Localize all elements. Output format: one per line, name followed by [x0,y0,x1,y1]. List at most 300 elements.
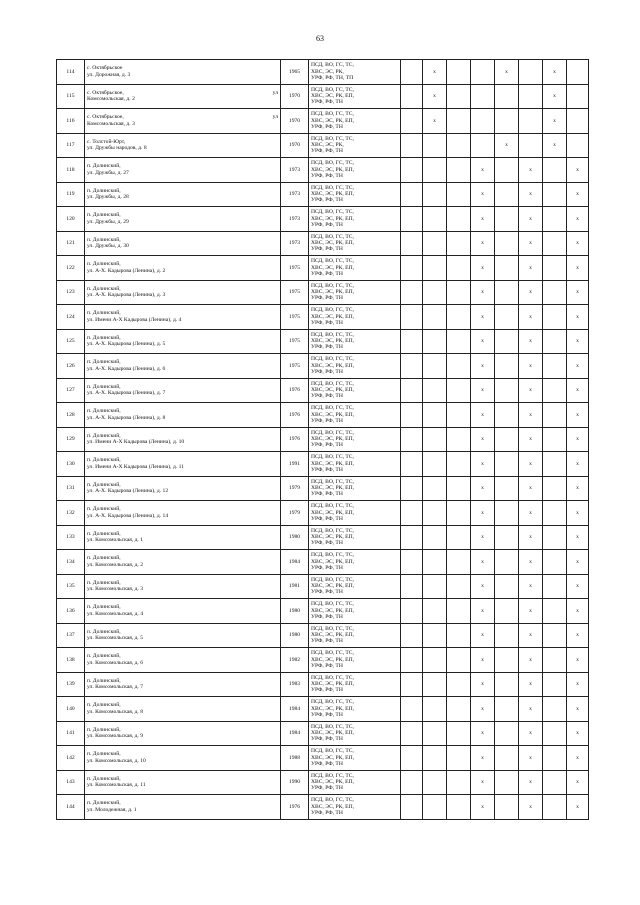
systems-line: УРФ, РФ, ТН [311,760,343,767]
address-cell [85,182,281,207]
systems-line: УРФ, РФ, ТН, ТП [311,74,354,81]
systems-cell [309,550,401,575]
build-year-cell: 1975 [281,305,309,330]
systems-line: УРФ, РФ, ТН [311,99,343,106]
mark-cell: x [519,280,543,305]
mark-cell [543,648,567,673]
systems-cell [309,84,401,109]
table-body [57,60,589,820]
mark-cell [447,133,471,158]
mark-cell: x [423,109,447,134]
systems-line: ПСД, ВО, ГС, ТС, [311,184,354,191]
mark-cell [495,648,519,673]
mark-cell [401,84,423,109]
address-line-2: ул. Комсомольская, д. 6 [87,659,144,666]
mark-cell: x [471,795,495,820]
mark-cell [567,133,589,158]
build-year-cell: 1984 [281,550,309,575]
row-number-cell: 136 [57,599,85,624]
mark-cell: x [471,599,495,624]
mark-cell [447,182,471,207]
address-locality: п. Долинский, [87,555,121,562]
build-year-cell: 1970 [281,84,309,109]
mark-cell [543,770,567,795]
address-cell [85,550,281,575]
mark-cell [495,476,519,501]
mark-cell [495,378,519,403]
address-cell [85,256,281,281]
mark-cell: x [567,574,589,599]
mark-cell [401,452,423,477]
address-street-prefix: ул [272,114,278,121]
mark-cell [447,427,471,452]
systems-line: ПСД, ВО, ГС, ТС, [311,527,354,534]
mark-cell [495,623,519,648]
systems-line: УРФ, РФ, ТН [311,270,343,277]
mark-cell [495,697,519,722]
mark-cell [543,697,567,722]
systems-line: ХВС, ЭС, РК, ЕП, [311,166,355,173]
mark-cell [447,672,471,697]
systems-cell [309,329,401,354]
systems-line: УРФ, РФ, ТН [311,613,343,620]
systems-line: ПСД, ВО, ГС, ТС, [311,772,354,779]
address-line-2: ул. А-Х. Кадырова (Ленина), д. 8 [87,414,166,421]
mark-cell [447,476,471,501]
mark-cell: x [567,378,589,403]
mark-cell [447,403,471,428]
housing-registry-table [56,59,589,820]
mark-cell [543,329,567,354]
mark-cell [447,770,471,795]
address-locality: с. Октябрьское, [87,114,124,121]
mark-cell [543,231,567,256]
mark-cell: x [519,599,543,624]
mark-cell: x [471,427,495,452]
table-row [57,746,589,771]
address-cell [85,672,281,697]
mark-cell: x [471,182,495,207]
systems-line: УРФ, РФ, ТН [311,368,343,375]
mark-cell [401,501,423,526]
systems-cell [309,476,401,501]
systems-line: ПСД, ВО, ГС, ТС, [311,405,354,412]
systems-cell [309,305,401,330]
address-cell [85,452,281,477]
address-cell [85,403,281,428]
row-number-cell: 132 [57,501,85,526]
systems-line: ХВС, ЭС, РК, ЕП, [311,534,355,541]
mark-cell [447,280,471,305]
row-number-cell: 129 [57,427,85,452]
table-row [57,427,589,452]
systems-line: ХВС, ЭС, РК, [311,142,344,149]
build-year-cell: 1982 [281,648,309,673]
systems-line: ХВС, ЭС, РК, ЕП, [311,485,355,492]
row-number-cell: 122 [57,256,85,281]
address-locality: п. Долинский, [87,334,121,341]
mark-cell: x [519,378,543,403]
mark-cell [495,231,519,256]
systems-line: ХВС, ЭС, РК, ЕП, [311,705,355,712]
mark-cell [401,672,423,697]
systems-cell [309,378,401,403]
table-row [57,770,589,795]
systems-cell [309,770,401,795]
row-number-cell: 125 [57,329,85,354]
mark-cell [423,403,447,428]
address-locality: п. Долинский, [87,800,121,807]
systems-line: ПСД, ВО, ГС, ТС, [311,307,354,314]
address-locality: п. Долинский, [87,702,121,709]
address-line-2: ул. Имени А-Х Кадырова (Ленина), д. 4 [87,316,182,323]
mark-cell: x [567,476,589,501]
address-cell [85,574,281,599]
address-cell [85,476,281,501]
address-locality: п. Долинский, [87,187,121,194]
table-row [57,452,589,477]
mark-cell: x [543,60,567,85]
mark-cell: x [471,403,495,428]
build-year-cell: 1976 [281,427,309,452]
systems-line: ХВС, ЭС, РК, ЕП, [311,436,355,443]
mark-cell [543,256,567,281]
table-row [57,550,589,575]
row-number-cell: 139 [57,672,85,697]
systems-cell [309,721,401,746]
systems-line: УРФ, РФ, ТН [311,466,343,473]
systems-cell [309,109,401,134]
systems-cell [309,746,401,771]
mark-cell [543,746,567,771]
mark-cell [447,158,471,183]
mark-cell: x [567,427,589,452]
mark-cell: x [519,574,543,599]
mark-cell [401,133,423,158]
row-number-cell: 143 [57,770,85,795]
row-number-cell: 131 [57,476,85,501]
mark-cell [519,133,543,158]
systems-line: ПСД, ВО, ГС, ТС, [311,233,354,240]
systems-cell [309,574,401,599]
mark-cell: x [519,452,543,477]
mark-cell: x [519,770,543,795]
mark-cell [447,574,471,599]
address-locality: п. Долинский, [87,457,121,464]
systems-line: УРФ, РФ, ТН [311,736,343,743]
systems-cell [309,256,401,281]
build-year-cell: 1980 [281,599,309,624]
mark-cell [401,378,423,403]
mark-cell: x [519,256,543,281]
mark-cell [495,427,519,452]
address-locality: п. Долинский, [87,310,121,317]
address-locality: п. Долинский, [87,506,121,513]
systems-line: ХВС, ЭС, РК, ЕП, [311,338,355,345]
mark-cell [495,109,519,134]
mark-cell: x [567,158,589,183]
mark-cell: x [471,721,495,746]
systems-cell [309,280,401,305]
table-row [57,574,589,599]
systems-line: ХВС, ЭС, РК, ЕП, [311,730,355,737]
systems-cell [309,403,401,428]
mark-cell [423,354,447,379]
address-line-2: Комсомольская, д. 3 [87,120,135,127]
systems-line: ПСД, ВО, ГС, ТС, [311,258,354,265]
mark-cell [447,501,471,526]
table-row [57,648,589,673]
systems-line: УРФ, РФ, ТН [311,662,343,669]
mark-cell [495,329,519,354]
mark-cell [401,770,423,795]
address-cell [85,770,281,795]
mark-cell: x [519,329,543,354]
table-row [57,525,589,550]
systems-line: УРФ, РФ, ТН [311,197,343,204]
mark-cell [401,574,423,599]
mark-cell [519,109,543,134]
build-year-cell: 1975 [281,354,309,379]
mark-cell [495,770,519,795]
mark-cell [495,501,519,526]
mark-cell [423,672,447,697]
mark-cell: x [567,501,589,526]
systems-line: ХВС, ЭС, РК, ЕП, [311,117,355,124]
mark-cell [423,256,447,281]
row-number-cell: 130 [57,452,85,477]
mark-cell [401,60,423,85]
mark-cell [401,476,423,501]
address-line-2: Комсомольская, д. 2 [87,96,135,103]
mark-cell: x [567,403,589,428]
systems-line: ХВС, ЭС, РК, ЕП, [311,313,355,320]
mark-cell: x [519,182,543,207]
mark-cell [543,623,567,648]
address-line-2: ул. Дружбы, д. 28 [87,194,129,201]
mark-cell: x [471,623,495,648]
address-locality: п. Долинский, [87,163,121,170]
address-cell [85,109,281,134]
build-year-cell: 1988 [281,746,309,771]
systems-line: УРФ, РФ, ТН [311,172,343,179]
systems-line: ПСД, ВО, ГС, ТС, [311,650,354,657]
address-line-2: ул. А-Х. Кадырова (Ленина), д. 7 [87,390,166,397]
mark-cell [471,133,495,158]
mark-cell: x [567,550,589,575]
table-row [57,182,589,207]
row-number-cell: 141 [57,721,85,746]
address-cell [85,207,281,232]
systems-line: ХВС, ЭС, РК, ЕП, [311,362,355,369]
mark-cell [447,378,471,403]
table-row [57,403,589,428]
mark-cell [423,550,447,575]
systems-line: ПСД, ВО, ГС, ТС, [311,111,354,118]
table-row [57,721,589,746]
build-year-cell: 1980 [281,623,309,648]
systems-line: ХВС, ЭС, РК, ЕП, [311,779,355,786]
mark-cell [401,354,423,379]
mark-cell: x [519,158,543,183]
systems-cell [309,697,401,722]
mark-cell: x [471,158,495,183]
systems-line: ХВС, ЭС, РК, ЕП, [311,460,355,467]
mark-cell [423,599,447,624]
build-year-cell: 1965 [281,60,309,85]
mark-cell [401,697,423,722]
build-year-cell: 1970 [281,133,309,158]
address-locality: п. Долинский, [87,236,121,243]
mark-cell: x [567,354,589,379]
table-row [57,501,589,526]
systems-line: УРФ, РФ, ТН [311,540,343,547]
mark-cell [543,525,567,550]
mark-cell: x [567,231,589,256]
address-cell [85,648,281,673]
address-line-2: ул. А-Х. Кадырова (Ленина), д. 12 [87,488,169,495]
systems-line: ХВС, ЭС, РК, ЕП, [311,656,355,663]
build-year-cell: 1976 [281,795,309,820]
mark-cell [401,599,423,624]
systems-cell [309,648,401,673]
mark-cell [401,746,423,771]
mark-cell [543,721,567,746]
mark-cell: x [567,697,589,722]
build-year-cell: 1990 [281,770,309,795]
mark-cell [447,60,471,85]
systems-line: ХВС, ЭС, РК, ЕП, [311,583,355,590]
row-number-cell: 119 [57,182,85,207]
mark-cell [495,403,519,428]
address-line-2: ул. Комсомольская, д. 1 [87,537,144,544]
mark-cell [567,84,589,109]
systems-cell [309,133,401,158]
table-row [57,256,589,281]
build-year-cell: 1973 [281,158,309,183]
mark-cell [447,354,471,379]
systems-line: ХВС, ЭС, РК, ЕП, [311,240,355,247]
address-locality: п. Долинский, [87,481,121,488]
address-line-2: ул. Дорожная, д. 3 [87,71,131,78]
mark-cell [401,648,423,673]
table-row [57,795,589,820]
systems-line: УРФ, РФ, ТН [311,393,343,400]
build-year-cell: 1984 [281,697,309,722]
mark-cell [423,158,447,183]
mark-cell [401,158,423,183]
table-row [57,84,589,109]
systems-line: ХВС, ЭС, РК, ЕП, [311,289,355,296]
mark-cell: x [567,452,589,477]
mark-cell [401,427,423,452]
mark-cell: x [567,623,589,648]
mark-cell [447,648,471,673]
systems-line: ПСД, ВО, ГС, ТС, [311,209,354,216]
mark-cell [423,721,447,746]
mark-cell [495,182,519,207]
mark-cell: x [567,672,589,697]
build-year-cell: 1980 [281,525,309,550]
mark-cell [543,305,567,330]
systems-line: ПСД, ВО, ГС, ТС, [311,331,354,338]
mark-cell: x [471,476,495,501]
mark-cell [519,84,543,109]
systems-line: ХВС, ЭС, РК, ЕП, [311,411,355,418]
systems-line: УРФ, РФ, ТН [311,491,343,498]
mark-cell [543,378,567,403]
row-number-cell: 124 [57,305,85,330]
mark-cell [543,672,567,697]
address-locality: п. Долинский, [87,261,121,268]
systems-cell [309,427,401,452]
address-locality: п. Долинский, [87,383,121,390]
mark-cell: x [519,623,543,648]
systems-line: УРФ, РФ, ТН [311,564,343,571]
row-number-cell: 120 [57,207,85,232]
mark-cell [401,329,423,354]
mark-cell: x [471,207,495,232]
address-cell [85,599,281,624]
build-year-cell: 1976 [281,378,309,403]
mark-cell [423,280,447,305]
build-year-cell: 1983 [281,672,309,697]
mark-cell: x [567,795,589,820]
row-number-cell: 137 [57,623,85,648]
mark-cell [447,697,471,722]
systems-line: ПСД, ВО, ГС, ТС, [311,135,354,142]
mark-cell: x [471,574,495,599]
address-line-2: ул. Дружбы народов, д. 8 [87,145,147,152]
systems-line: ПСД, ВО, ГС, ТС, [311,62,354,69]
mark-cell [543,354,567,379]
systems-cell [309,672,401,697]
mark-cell [447,231,471,256]
mark-cell [423,697,447,722]
table-row [57,280,589,305]
build-year-cell: 1975 [281,329,309,354]
row-number-cell: 117 [57,133,85,158]
table-row [57,378,589,403]
mark-cell [495,256,519,281]
address-line-2: ул. Комсомольская, д. 10 [87,757,146,764]
mark-cell: x [567,280,589,305]
systems-cell [309,599,401,624]
systems-line: ПСД, ВО, ГС, ТС, [311,86,354,93]
systems-cell [309,452,401,477]
systems-line: УРФ, РФ, ТН [311,442,343,449]
mark-cell [495,452,519,477]
table-row [57,305,589,330]
mark-cell [567,109,589,134]
address-locality: п. Долинский, [87,604,121,611]
mark-cell [543,476,567,501]
mark-cell [423,207,447,232]
systems-cell [309,525,401,550]
systems-line: ХВС, ЭС, РК, ЕП, [311,803,355,810]
systems-line: УРФ, РФ, ТН [311,687,343,694]
mark-cell [401,721,423,746]
address-line-2: ул. Комсомольская, д. 7 [87,684,144,691]
systems-line: ПСД, ВО, ГС, ТС, [311,552,354,559]
address-line-2: ул. Комсомольская, д. 3 [87,586,144,593]
mark-cell [401,256,423,281]
mark-cell: x [519,672,543,697]
mark-cell: x [519,795,543,820]
mark-cell [471,84,495,109]
mark-cell [543,182,567,207]
address-cell [85,795,281,820]
